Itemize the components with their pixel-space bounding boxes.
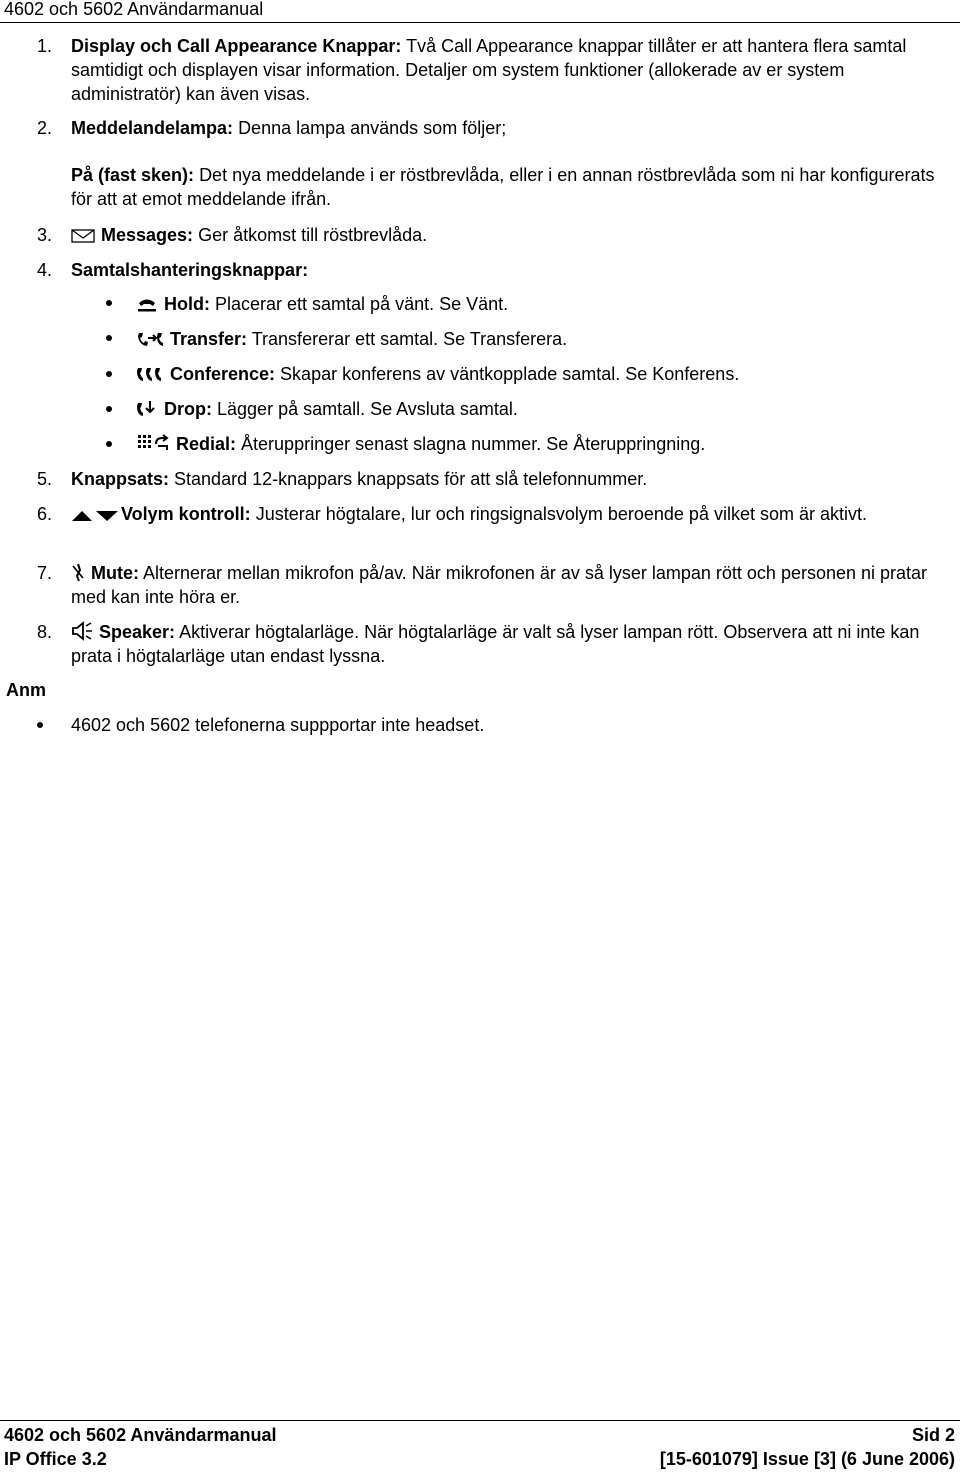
item-5-text (71, 467, 952, 491)
item-6-description: Justerar högtalare, lur och ringsignalsvolym beroende på vilket som är aktivt. (255, 504, 867, 524)
conference-description: Skapar konferens av väntkopplade samtal. Se Konferens. (280, 364, 740, 384)
item-4-label: Samtalshanteringsknappar: (71, 260, 309, 280)
item-2-description: Denna lampa används som följer; (238, 118, 507, 138)
item-3-text (71, 223, 952, 247)
note-bullet-text: 4602 och 5602 telefonerna suppportar inte headset. (71, 715, 485, 735)
footer-page-number: Sid 2 (911, 1425, 955, 1445)
redial-button-item (136, 432, 705, 456)
volume-up-down-icon (71, 509, 119, 523)
redial-icon (136, 433, 170, 453)
item-5-label: Knappsats: (71, 469, 170, 489)
header-divider (0, 22, 960, 23)
transfer-button-item (136, 327, 567, 351)
drop-button-item (136, 397, 518, 421)
item-1-text (71, 34, 952, 106)
page-header-title: 4602 och 5602 Användarmanual (4, 0, 264, 19)
item-7-label: Mute: (91, 563, 139, 583)
item-6-text (71, 502, 952, 526)
note-heading: Anm (6, 680, 46, 700)
bullet-dot (106, 300, 112, 306)
item-8-text (71, 620, 952, 668)
drop-description: Lägger på samtall. Se Avsluta samtal. (217, 399, 518, 419)
hold-label: Hold: (164, 294, 210, 314)
item-3-label: Messages: (101, 225, 194, 245)
transfer-label: Transfer: (170, 329, 248, 349)
redial-label: Redial: (176, 434, 237, 454)
item-2-text (71, 116, 952, 140)
footer-product-version: IP Office 3.2 (4, 1449, 107, 1469)
message-lamp-steady-text (71, 163, 952, 211)
drop-label: Drop: (164, 399, 212, 419)
item-4-text (71, 258, 952, 282)
item-3-description: Ger åtkomst till röstbrevlåda. (198, 225, 428, 245)
conference-label: Conference: (170, 364, 276, 384)
bullet-dot (37, 722, 43, 728)
item-7-text (71, 561, 952, 609)
item-6-number: 6. (37, 504, 53, 524)
item-1-number: 1. (37, 36, 53, 56)
item-7-number: 7. (37, 563, 53, 583)
item-3-number: 3. (37, 225, 53, 245)
item-2-label: Meddelandelampa: (71, 118, 234, 138)
item-8-label: Speaker: (99, 622, 176, 642)
envelope-icon (71, 228, 95, 244)
item-7-description: Alternerar mellan mikrofon på/av. När mikrofonen är av så lyser lampan rött och personen ni pratar med kan inte höra er. (71, 563, 928, 607)
mute-icon (71, 562, 85, 582)
bullet-dot (106, 441, 112, 447)
transfer-description: Transfererar ett samtal. Se Transferera. (251, 329, 568, 349)
item-1-label: Display och Call Appearance Knappar: (71, 36, 402, 56)
conference-button-item (136, 362, 739, 386)
conference-icon (136, 365, 164, 383)
bullet-dot (106, 335, 112, 341)
footer-divider (0, 1420, 960, 1421)
hold-icon (136, 297, 158, 313)
speaker-icon (71, 621, 93, 641)
hold-button-item (136, 292, 508, 316)
footer-issue-info: [15-601079] Issue [3] (6 June 2006) (659, 1449, 955, 1469)
footer-manual-title: 4602 och 5602 Användarmanual (4, 1425, 277, 1445)
drop-icon (136, 400, 158, 418)
bullet-dot (106, 406, 112, 412)
hold-description: Placerar ett samtal på vänt. Se Vänt. (215, 294, 509, 314)
item-2-number: 2. (37, 118, 53, 138)
item-1-description: Två Call Appearance knappar tillåter er att hantera flera samtal samtidigt och displayen visar information. Detaljer om system funktioner (allokerade av er system administratör) kan även visas. (71, 36, 907, 104)
message-lamp-steady-description: Det nya meddelande i er röstbrevlåda, eller i en annan röstbrevlåda som ni har konfigurerats för att at emot meddelande ifrån. (71, 165, 935, 209)
item-8-number: 8. (37, 622, 53, 642)
redial-description: Återuppringer senast slagna nummer. Se Återuppringning. (241, 434, 706, 454)
item-5-number: 5. (37, 469, 53, 489)
item-5-description: Standard 12-knappars knappsats för att slå telefonnummer. (174, 469, 648, 489)
transfer-icon (136, 330, 164, 348)
item-4-number: 4. (37, 260, 53, 280)
item-6-label: Volym kontroll: (121, 504, 251, 524)
item-8-description: Aktiverar högtalarläge. När högtalarläge är valt så lyser lampan rött. Observera att ni inte kan prata i högtalarläge utan endast lyssna. (71, 622, 920, 666)
message-lamp-steady-label: På (fast sken): (71, 165, 195, 185)
bullet-dot (106, 371, 112, 377)
